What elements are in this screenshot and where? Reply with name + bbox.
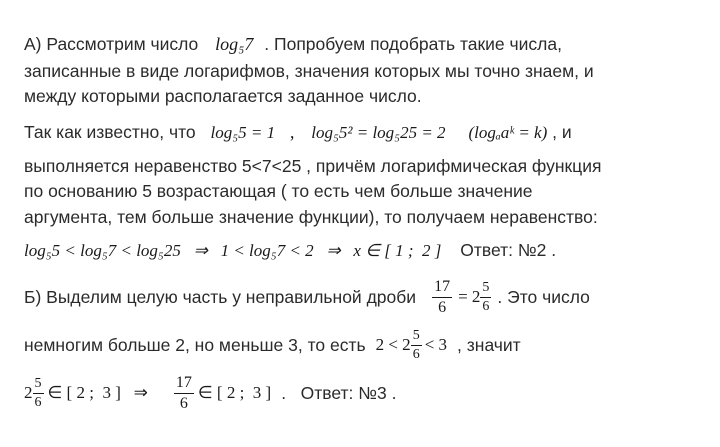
denominator: 6	[179, 394, 188, 412]
part-b-line-2	[24, 322, 521, 368]
math-equals-2: = 2	[458, 287, 481, 306]
math-in-interval: ∈ [ 2 ; 3 ] ⇒	[47, 383, 148, 402]
fraction-5-6	[33, 377, 44, 410]
math-log5-7: log₅7	[215, 34, 254, 54]
part-a-line-7: аргумента, тем больше значение функции), то получаем неравенство:	[24, 207, 598, 227]
part-b-line-3	[24, 370, 397, 416]
math-whole-2: 2	[24, 383, 33, 402]
denominator: 6	[34, 394, 42, 410]
math-ineq-right: < 3	[424, 335, 448, 354]
text-segment: , и	[552, 122, 572, 142]
numerator: 17	[174, 375, 194, 394]
part-a-line-8	[24, 239, 556, 262]
math-log5-25-eq-2: log₅5² = log₅25 = 2	[311, 123, 446, 142]
part-a-line-1	[24, 33, 562, 55]
math-inequality-chain: log₅5 < log₅7 < log₅25 ⇒ 1 < log₅7 < 2 ⇒ x ∈ [ 1 ; 2 ]	[24, 241, 442, 260]
numerator: 5	[411, 329, 422, 346]
answer-b: . Ответ: №3 .	[281, 382, 397, 403]
math-in-interval: ∈ [ 2 ; 3 ]	[197, 383, 272, 402]
denominator: 6	[438, 298, 447, 316]
math-ineq-left: 2 < 2	[375, 335, 411, 354]
part-a-line-3: между которыми располагается заданное число.	[24, 86, 422, 106]
numerator: 5	[480, 281, 491, 298]
part-a-line-4	[24, 121, 572, 144]
fraction-17-6	[432, 279, 452, 316]
answer-a: Ответ: №2 .	[460, 240, 557, 260]
math-comma: ,	[290, 122, 295, 142]
numerator: 17	[432, 279, 452, 298]
part-a-line-2: записанные в виде логарифмов, значения которых мы точно знаем, и	[24, 61, 594, 81]
fraction-5-6	[480, 281, 491, 314]
text-segment: Б) Выделим целую часть у неправильной дроби	[24, 286, 417, 307]
math-log5-5-eq-1: log₅5 = 1	[210, 123, 276, 142]
text-segment: Так как известно, что	[24, 122, 196, 142]
text-segment: немногим больше 2, но меньше 3, то есть	[24, 334, 366, 355]
fraction-17-6	[174, 375, 194, 412]
denominator: 6	[412, 346, 420, 362]
text-segment: А) Рассмотрим число	[24, 34, 199, 54]
text-segment: . Это число	[497, 286, 590, 307]
numerator: 5	[33, 377, 44, 394]
denominator: 6	[482, 298, 490, 314]
part-a-line-5: выполняется неравенство 5<7<25 , причём логарифмическая функция	[24, 156, 602, 176]
fraction-5-6	[411, 329, 422, 362]
text-segment: , значит	[457, 334, 521, 355]
text-segment: . Попробуем подобрать такие числа,	[264, 34, 562, 54]
part-a-line-6: по основанию 5 возрастающая ( то есть чем больше значение	[24, 181, 533, 201]
math-log-rule: (logₐaᵏ = k)	[468, 123, 548, 142]
part-b-line-1	[24, 274, 590, 320]
